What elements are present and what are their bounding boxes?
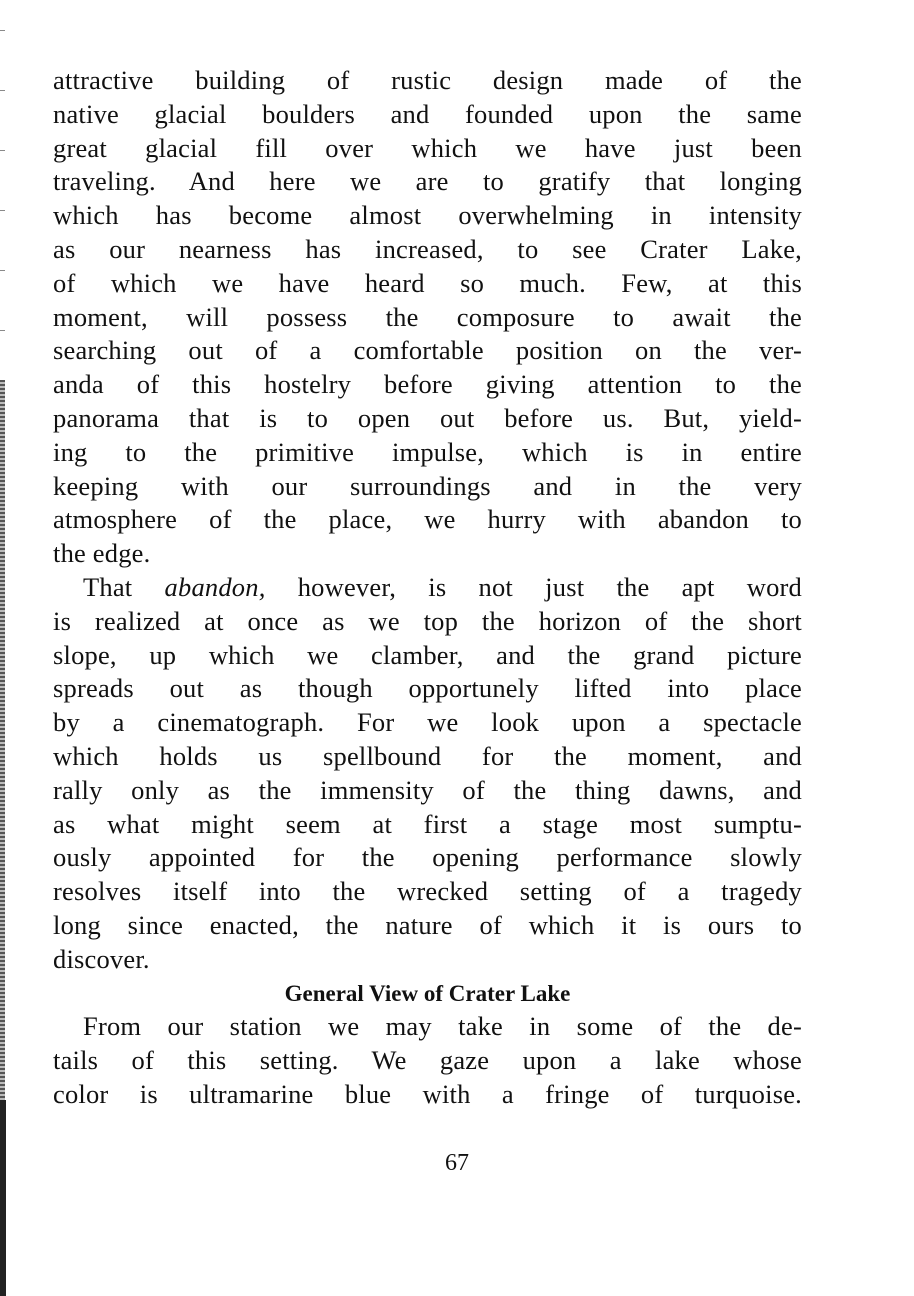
text-line	[53, 571, 802, 605]
text-line: spreads out as though opportunely lifted into place	[53, 673, 802, 704]
text-line: is realized at once as we top the horizon of the short	[53, 605, 802, 636]
text-line: discover.	[53, 943, 150, 974]
text-line: ously appointed for the opening performance slowly	[53, 842, 802, 873]
text-line: as what might seem at first a stage most sumptu-	[53, 808, 802, 839]
text-line: as our nearness has increased, to see Crater Lake,	[53, 233, 802, 264]
text-line: slope, up which we clamber, and the grand picture	[53, 639, 802, 670]
text-line: native glacial boulders and founded upon the same	[53, 98, 802, 129]
text-line: resolves itself into the wrecked setting of a tragedy	[53, 876, 802, 907]
text-line: From our station we may take in some of the de-	[83, 1011, 802, 1042]
page-number: 67	[445, 1150, 469, 1176]
section-heading: General View of Crater Lake	[284, 980, 571, 1006]
text-line: the edge.	[53, 538, 151, 569]
text-line: attractive building of rustic design made of the	[53, 65, 802, 95]
scan-edge-bottom	[0, 1100, 6, 1296]
text-line: ing to the primitive impulse, which is in entire	[53, 436, 802, 467]
text-line: color is ultramarine blue with a fringe of turquoise.	[53, 1078, 802, 1109]
text-line: panorama that is to open out before us. But, yield-	[53, 402, 802, 433]
text-run: however, is not just the apt word	[265, 571, 803, 602]
paragraph-2	[53, 571, 802, 977]
text-line: anda of this hostelry before giving attention to the	[53, 369, 802, 400]
text-line: searching out of a comfortable position on the ver-	[53, 335, 802, 366]
text-line: rally only as the immensity of the thing dawns, and	[53, 774, 802, 805]
text-run: That	[83, 571, 165, 602]
text-line: by a cinematograph. For we look upon a spectacle	[53, 707, 802, 738]
text-line: long since enacted, the nature of which it is ours to	[53, 909, 802, 940]
text-line: traveling. And here we are to gratify that longing	[53, 166, 802, 197]
italic-word: abandon,	[164, 571, 266, 602]
page-body	[53, 64, 802, 1112]
text-line: tails of this setting. We gaze upon a lake whose	[53, 1045, 802, 1076]
paragraph-3	[53, 1010, 802, 1111]
text-line: moment, will possess the composure to await the	[53, 301, 802, 332]
paragraph-1	[53, 64, 802, 571]
text-line: atmosphere of the place, we hurry with abandon to	[53, 504, 802, 535]
text-line: great glacial fill over which we have just been	[53, 132, 802, 163]
text-line: which holds us spellbound for the moment, and	[53, 740, 802, 771]
text-line: of which we have heard so much. Few, at this	[53, 267, 802, 298]
text-line: which has become almost overwhelming in intensity	[53, 200, 802, 231]
text-line: keeping with our surroundings and in the very	[53, 470, 802, 501]
